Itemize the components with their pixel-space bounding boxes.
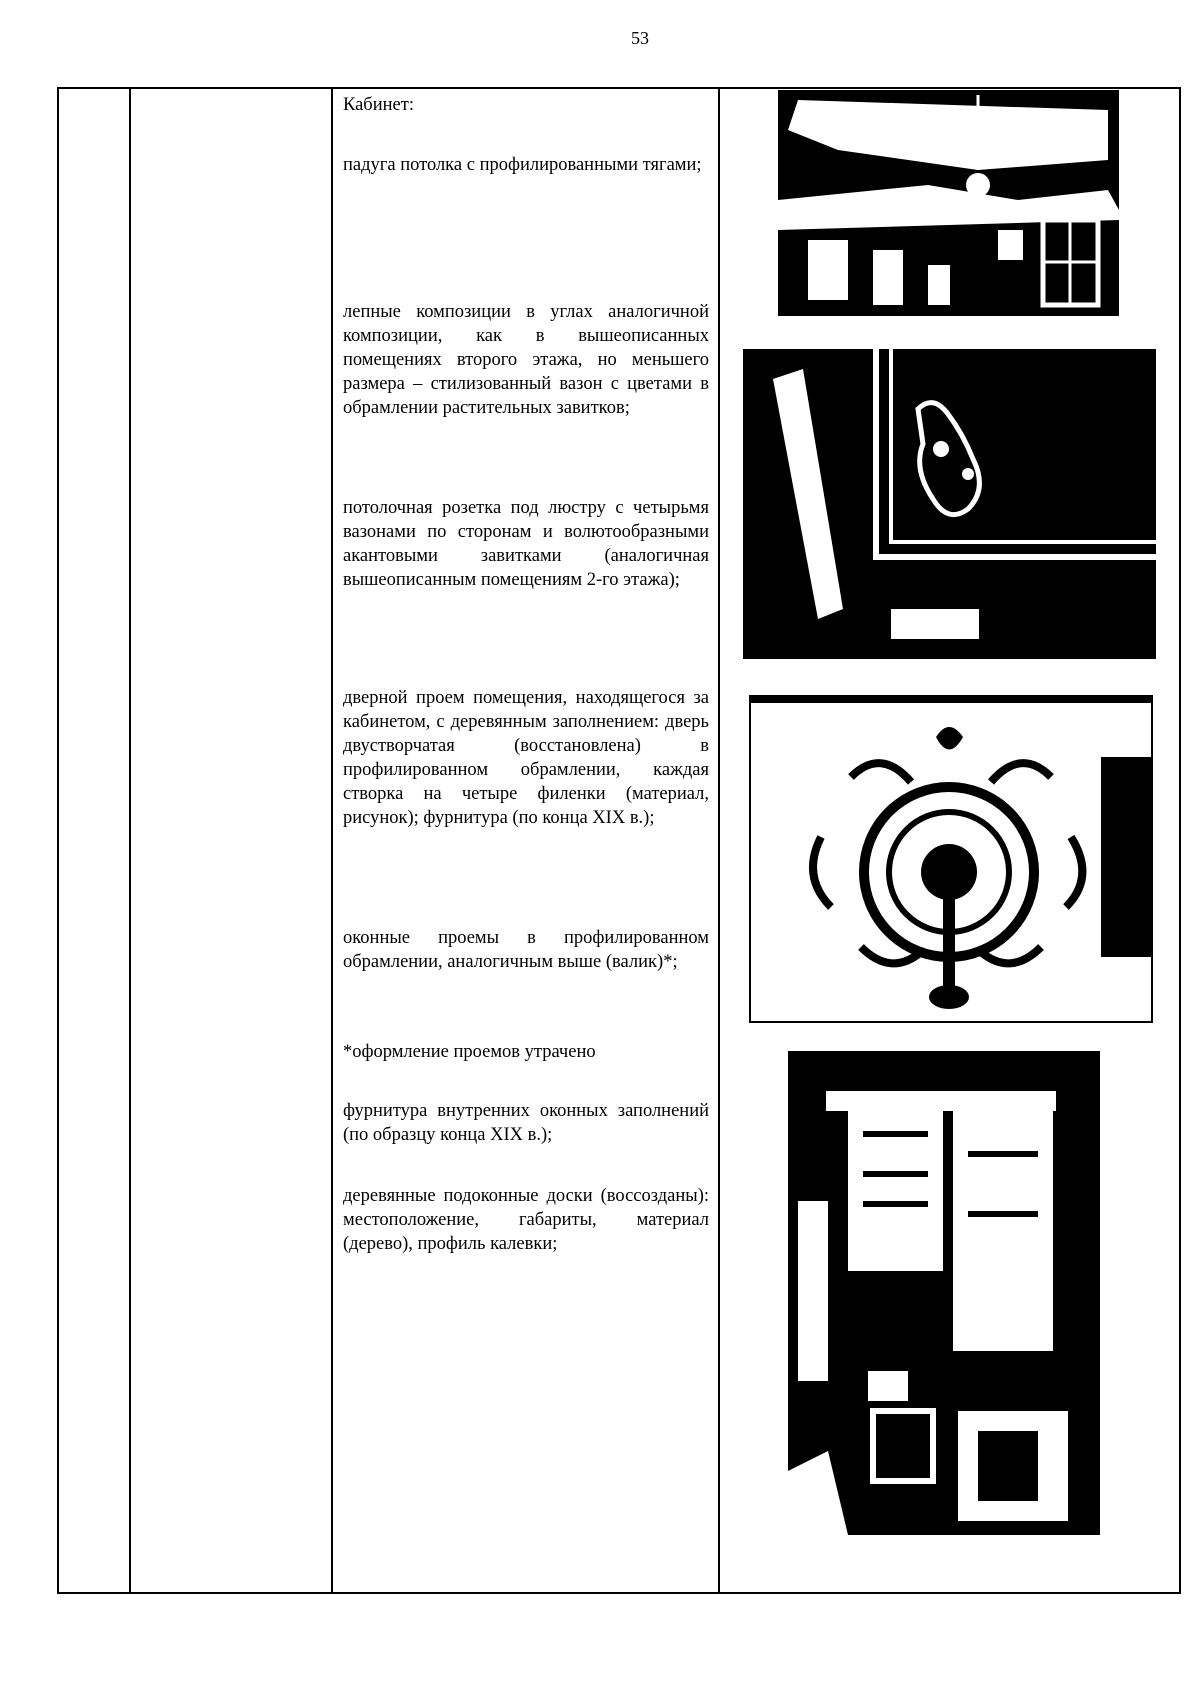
paragraph-window-sills: деревянные подоконные доски (воссозданы): местоположение, габариты, материал (дерево), профиль калевки; bbox=[343, 1186, 709, 1254]
paragraph-room-title: Кабинет: bbox=[343, 95, 414, 115]
column-divider bbox=[129, 89, 131, 1592]
double-door-image bbox=[788, 1051, 1100, 1535]
paragraph-window-hardware: фурнитура внутренних оконных заполнений (по образцу конца XIX в.); bbox=[343, 1101, 709, 1145]
paragraph-ceiling-cornice: падуга потолка с профилированными тягами; bbox=[343, 155, 702, 175]
paragraph-ceiling-rosette: потолочная розетка под люстру с четырьмя вазонами по сторонам и волютообразными акантовыми завитками (аналогичная вышеописанным помещениям 2-го этажа); bbox=[343, 498, 709, 590]
corner-stucco-photo bbox=[743, 349, 1156, 659]
page-number: 53 bbox=[631, 28, 649, 48]
paragraph-footnote: *оформление проемов утрачено bbox=[343, 1042, 596, 1062]
column-divider bbox=[718, 89, 720, 1592]
ceiling-cornice-photo bbox=[778, 90, 1119, 316]
ceiling-rosette-image bbox=[751, 697, 1151, 1021]
inventory-table bbox=[57, 87, 1181, 1594]
paragraph-window-openings: оконные проемы в профилированном обрамлении, аналогичным выше (валик)*; bbox=[343, 928, 709, 972]
ceiling-cornice-image bbox=[778, 90, 1119, 316]
paragraph-doorway: дверной проем помещения, находящегося за кабинетом, с деревянным заполнением: дверь двустворчатая (восстановлена) в профилированном обрамлении, каждая створка на четыре филенки (материал, рисунок); фурнитура (по конца XIX в.); bbox=[343, 688, 709, 828]
corner-stucco-image bbox=[743, 349, 1156, 659]
double-door-photo bbox=[788, 1051, 1100, 1535]
column-divider bbox=[331, 89, 333, 1592]
paragraph-corner-stucco: лепные композиции в углах аналогичной композиции, как в вышеописанных помещениях второго этажа, но меньшего размера – стилизованный вазон с цветами в обрамлении растительных завитков; bbox=[343, 302, 709, 418]
ceiling-rosette-photo bbox=[749, 695, 1153, 1023]
